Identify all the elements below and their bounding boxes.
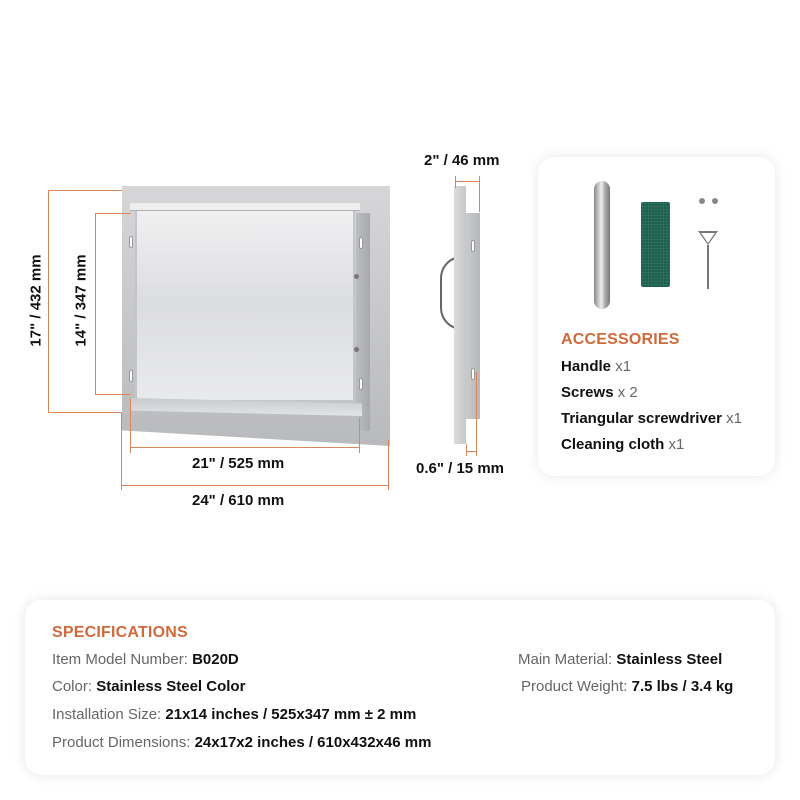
screw-icon (712, 198, 718, 204)
accessories-title: ACCESSORIES (561, 331, 680, 348)
door-panel (135, 206, 355, 402)
bolt (354, 274, 359, 279)
mount-slot (359, 378, 363, 390)
bolt (354, 347, 359, 352)
accessories-card (538, 157, 775, 476)
spec-model-number (52, 651, 239, 668)
mount-slot (471, 240, 475, 252)
dim-line (476, 372, 477, 456)
dim-line (121, 412, 122, 490)
item-qty: x1 (726, 410, 742, 427)
screwdriver-shaft (707, 245, 709, 289)
dim-line (130, 398, 131, 453)
screw-icon (699, 198, 705, 204)
dim-line (121, 485, 389, 486)
spec-label: Main Material: (518, 651, 613, 668)
item-name: Handle (561, 358, 612, 375)
dim-line (455, 176, 456, 188)
depth-label: 2" / 46 mm (424, 152, 500, 169)
spec-label: Product Weight: (521, 678, 628, 695)
dim-line (130, 447, 360, 448)
dim-line (466, 451, 477, 452)
spec-value: B020D (192, 651, 239, 668)
list-item (561, 409, 742, 435)
mount-slot (471, 368, 475, 380)
item-name: Screws (561, 384, 614, 401)
dim-line (48, 190, 122, 191)
side-front-panel (454, 186, 466, 444)
flange-label: 0.6" / 15 mm (416, 460, 504, 477)
item-name: Triangular screwdriver (561, 410, 722, 427)
specifications-title: SPECIFICATIONS (52, 624, 188, 641)
dim-line (455, 181, 480, 182)
spec-label: Item Model Number: (52, 651, 188, 668)
dim-line (95, 213, 96, 394)
dim-line (95, 213, 131, 214)
spec-value: 24x17x2 inches / 610x432x46 mm (194, 734, 432, 751)
inner-height-label: 14" / 347 mm (72, 254, 90, 347)
handle-image (594, 181, 610, 309)
spec-installation-size (52, 706, 416, 723)
dim-line (48, 190, 49, 412)
spec-label: Installation Size: (52, 706, 162, 723)
spec-value: 21x14 inches / 525x347 mm ± 2 mm (165, 706, 417, 723)
spec-label: Color: (52, 678, 93, 695)
item-qty: x1 (668, 436, 685, 453)
spec-main-material (518, 651, 722, 668)
screwdriver-handle-hole (701, 233, 715, 243)
dim-line (388, 440, 389, 490)
mount-slot (359, 237, 363, 249)
accessories-list (561, 357, 742, 461)
spec-product-dimensions (52, 734, 431, 751)
list-item (561, 435, 742, 461)
spec-value: Stainless Steel (616, 651, 723, 668)
item-qty: x1 (615, 358, 632, 375)
dim-line (466, 444, 467, 456)
cleaning-cloth-image (641, 202, 670, 287)
outer-width-label: 24" / 610 mm (192, 492, 285, 509)
spec-value: 7.5 lbs / 3.4 kg (631, 678, 734, 695)
spec-value: Stainless Steel Color (96, 678, 246, 695)
item-qty: x 2 (617, 384, 638, 401)
spec-color (52, 678, 245, 695)
spec-product-weight (521, 678, 733, 695)
list-item (561, 357, 742, 383)
inner-width-label: 21" / 525 mm (192, 455, 285, 472)
specifications-card (25, 600, 775, 775)
list-item (561, 383, 742, 409)
spec-label: Product Dimensions: (52, 734, 191, 751)
dim-line (95, 394, 131, 395)
outer-height-label: 17" / 432 mm (27, 254, 45, 347)
item-name: Cleaning cloth (561, 436, 665, 453)
mount-slot (129, 236, 133, 248)
mount-slot (129, 370, 133, 382)
door-top-rail (130, 203, 360, 211)
dim-line (48, 412, 122, 413)
